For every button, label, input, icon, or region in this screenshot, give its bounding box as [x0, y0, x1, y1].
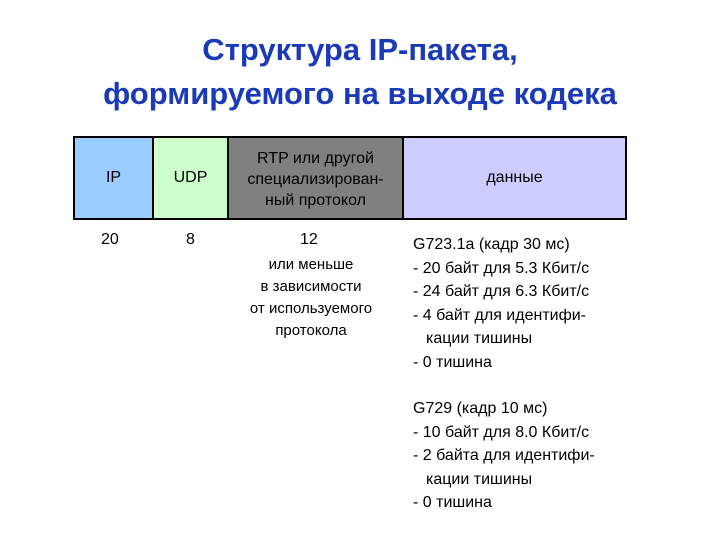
rtp-label-line-2: специализирован-	[247, 171, 384, 188]
rtp-size-note	[226, 254, 396, 342]
rtp-size-label: 12	[300, 231, 318, 248]
rtp-note-line-1: или меньше	[268, 256, 354, 273]
list-item: - 20 байт для 5.3 Кбит/с	[413, 259, 590, 277]
page-title	[0, 28, 720, 116]
ip-packet-diagram	[73, 136, 627, 220]
ip-header-cell: IP	[75, 138, 154, 218]
udp-header-cell: UDP	[154, 138, 229, 218]
list-item: - 10 байт для 8.0 Кбит/с	[413, 423, 590, 441]
rtp-note-line-3: от используемого	[249, 300, 373, 317]
payload-data-cell: данные	[404, 138, 625, 218]
ip-size-label: 20	[101, 231, 119, 248]
g729-header: G729 (кадр 10 мс)	[413, 400, 548, 417]
title-line-2: формируемого на выходе кодека	[103, 76, 617, 111]
rtp-note-line-2: в зависимости	[260, 278, 362, 295]
list-item: - 2 байта для идентифи-	[413, 447, 595, 464]
udp-size-label: 8	[186, 231, 195, 248]
g723-header: G723.1a (кадр 30 мс)	[413, 236, 570, 253]
list-item: - 0 тишина	[413, 353, 492, 371]
rtp-label-line-1: RTP или другой	[257, 150, 374, 167]
list-item: - 24 байт для 6.3 Кбит/с	[413, 283, 590, 300]
rtp-label-line-3: ный протокол	[265, 192, 366, 209]
list-item: - 4 байт для идентифи-	[413, 306, 587, 324]
list-item: - 0 тишина	[413, 494, 492, 511]
rtp-header-cell	[229, 138, 404, 218]
list-item-continuation: кации тишины	[426, 470, 533, 488]
title-line-1: Структура IP-пакета,	[202, 32, 518, 67]
spacer	[413, 374, 595, 397]
codec-payload-sizes	[413, 233, 595, 515]
rtp-note-line-4: протокола	[275, 322, 347, 339]
list-item-continuation: кации тишины	[426, 330, 533, 347]
